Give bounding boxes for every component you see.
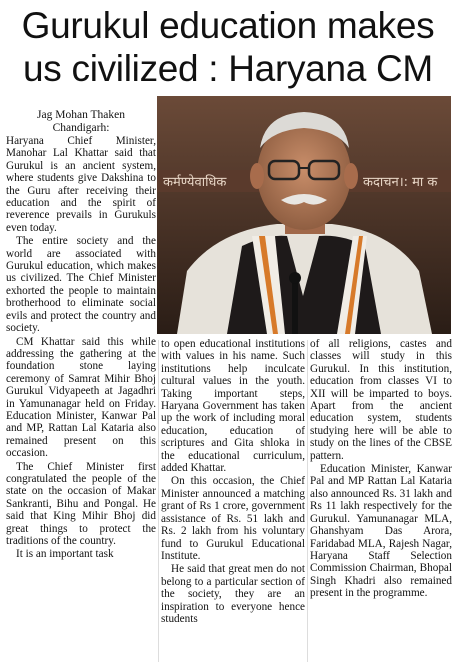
paragraph: to open educational institutions with values in his name. Such institutions help inculcate cultural values in the youth. Taking important steps, Haryana Government has taken up the work of including moral education, education of scriptures and Gita shloka in the educational curriculum, added Khattar. bbox=[161, 338, 305, 475]
paragraph: On this occasion, the Chief Minister announced a matching grant of Rs 1 crore, government assistance of Rs. 51 lakh and Rs. 2 lakh from his voluntary fund to Gurukul Educational Institute. bbox=[161, 475, 305, 562]
paragraph: Haryana Chief Minister, Manohar Lal Khattar said that Gurukul is an ancient system, where students give Dakshina to the Guru after receiving their education and the spirit of reverence prevails in Gurukuls even today. bbox=[6, 135, 156, 234]
paragraph: of all religions, castes and classes will study in this Gurukul. In this institution, education from classes VI to XII will be imparted to boys. Apart from the ancient education system, students studying here will be able to study on the lines of the CBSE pattern. bbox=[310, 338, 452, 462]
byline bbox=[6, 109, 156, 135]
chief-minister-photo bbox=[157, 96, 451, 334]
column-1 bbox=[6, 135, 156, 561]
column-divider bbox=[158, 340, 159, 662]
article-photo bbox=[157, 96, 451, 334]
paragraph: CM Khattar said this while addressing the gathering at the foundation stone laying ceremony of Samrat Mihir Bhoj Gurukul Vidyapeeth at Jagadhri in Yamunanagar held on Friday. Education Minister, Kanwar Pal and MP, Rattan Lal Kataria also remained present on this occasion. bbox=[6, 335, 156, 460]
paragraph: Education Minister, Kanwar Pal and MP Rattan Lal Kataria also announced Rs. 31 lakh and Rs 11 lakh respectively for the Gurukul. Yamunanagar MLA, Ghanshyam Das Arora, Faridabad MLA, Rajesh Nagar, Haryana Staff Selection Commission Chairman, Bhopal Singh Khadri also remained present in the programme. bbox=[310, 463, 452, 600]
banner-text-left: कर्मण्येवाधिक bbox=[163, 175, 227, 190]
paragraph: The Chief Minister first congratulated the people of the state on the occasion of Makar Sankranti, Bihu and Pongal. He said that King Mihir Bhoj did great things to protect the traditions of the country. bbox=[6, 460, 156, 547]
paragraph: He said that great men do not belong to a particular section of the society, they are an inspiration to everyone hence students bbox=[161, 563, 305, 625]
headline: Gurukul education makes us civilized : Haryana CM bbox=[21, 5, 435, 89]
byline-author: Jag Mohan Thaken bbox=[37, 109, 125, 121]
byline-place: Chandigarh: bbox=[52, 121, 110, 134]
column-2 bbox=[161, 338, 305, 625]
paragraph: It is an important task bbox=[16, 548, 114, 561]
banner-text-right: कदाचन।: मा क bbox=[363, 175, 438, 190]
paragraph: The entire society and the world are associated with Gurukul education, which makes us civilized. The Chief Minister exhorted the people to maintain brotherhood to eliminate social evils and protect the country and society. bbox=[6, 235, 156, 335]
column-divider bbox=[307, 340, 308, 662]
column-3 bbox=[310, 338, 452, 600]
